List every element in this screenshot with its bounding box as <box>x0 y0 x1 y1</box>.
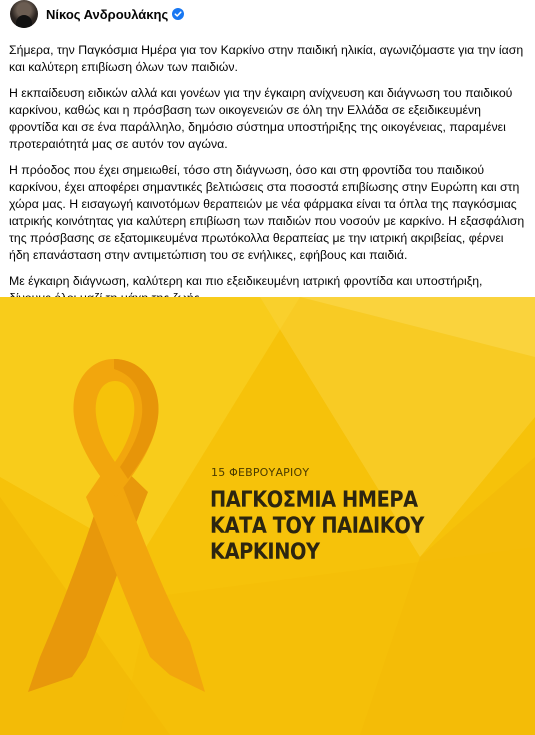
image-headline <box>210 487 485 565</box>
image-date: 15 ΦΕΒΡΟΥΑΡΙΟΥ <box>211 466 310 479</box>
author-avatar[interactable] <box>10 0 38 28</box>
headline-line: ΠΑΓΚΟΣΜΙΑ ΗΜΕΡΑ <box>210 487 418 513</box>
verified-badge-icon <box>172 8 184 20</box>
headline-line: ΚΑΤΑ ΤΟΥ ΠΑΙΔΙΚΟΥ <box>210 513 424 539</box>
post-text <box>9 42 527 316</box>
author-name[interactable]: Νίκος Ανδρουλάκης <box>46 6 169 22</box>
post-header <box>10 0 184 28</box>
post-paragraph: Η εκπαίδευση ειδικών αλλά και γονέων για την έγκαιρη ανίχνευση και διάγνωση του παιδικού καρκίνου, καθώς και η πρόσβαση των οικογενειών σε όλη την Ελλάδα σε εξειδικευμένη φροντίδα και σε ένα παράλληλο, δημόσιο σύστημα υποστήριξης της οικογένειας, παραμένει προτεραιότητά μας σε αυτόν τον αγώνα. <box>9 86 513 151</box>
headline-line: ΚΑΡΚΙΝΟΥ <box>210 539 320 565</box>
post-paragraph: Σήμερα, την Παγκόσμια Ημέρα για τον Καρκίνο στην παιδική ηλικία, αγωνιζόμαστε για την ίαση και καλύτερη επιβίωση όλων των παιδιών. <box>9 43 524 74</box>
post-paragraph: Η πρόοδος που έχει σημειωθεί, τόσο στη διάγνωση, όσο και στη φροντίδα του παιδικού καρκίνου, έχει αποφέρει σημαντικές βελτιώσεις στα ποσοστά επιβίωσης στην Ευρώπη και στη χώρα μας. Η εισαγωγή καινοτόμων θεραπειών με νέα φάρμακα είναι τα όπλα της παγκόσμιας ιατρικής κοινότητας για καλύτερη επιβίωση των παιδιών που νοσούν με καρκίνο. Η εξασφάλιση της πρόσβασης σε εξατομικευμένα πρωτόκολλα θεραπείας με την ιατρική ακριβείας, φέρνει ήδη επανάσταση στην αντιμετώπιση του σε ενήλικες, εφήβους και παιδιά. <box>9 163 525 262</box>
post-paragraph: Με έγκαιρη διάγνωση, καλύτερη και πιο εξειδικευμένη ιατρική φροντίδα και υποστήριξη, <box>9 274 483 288</box>
